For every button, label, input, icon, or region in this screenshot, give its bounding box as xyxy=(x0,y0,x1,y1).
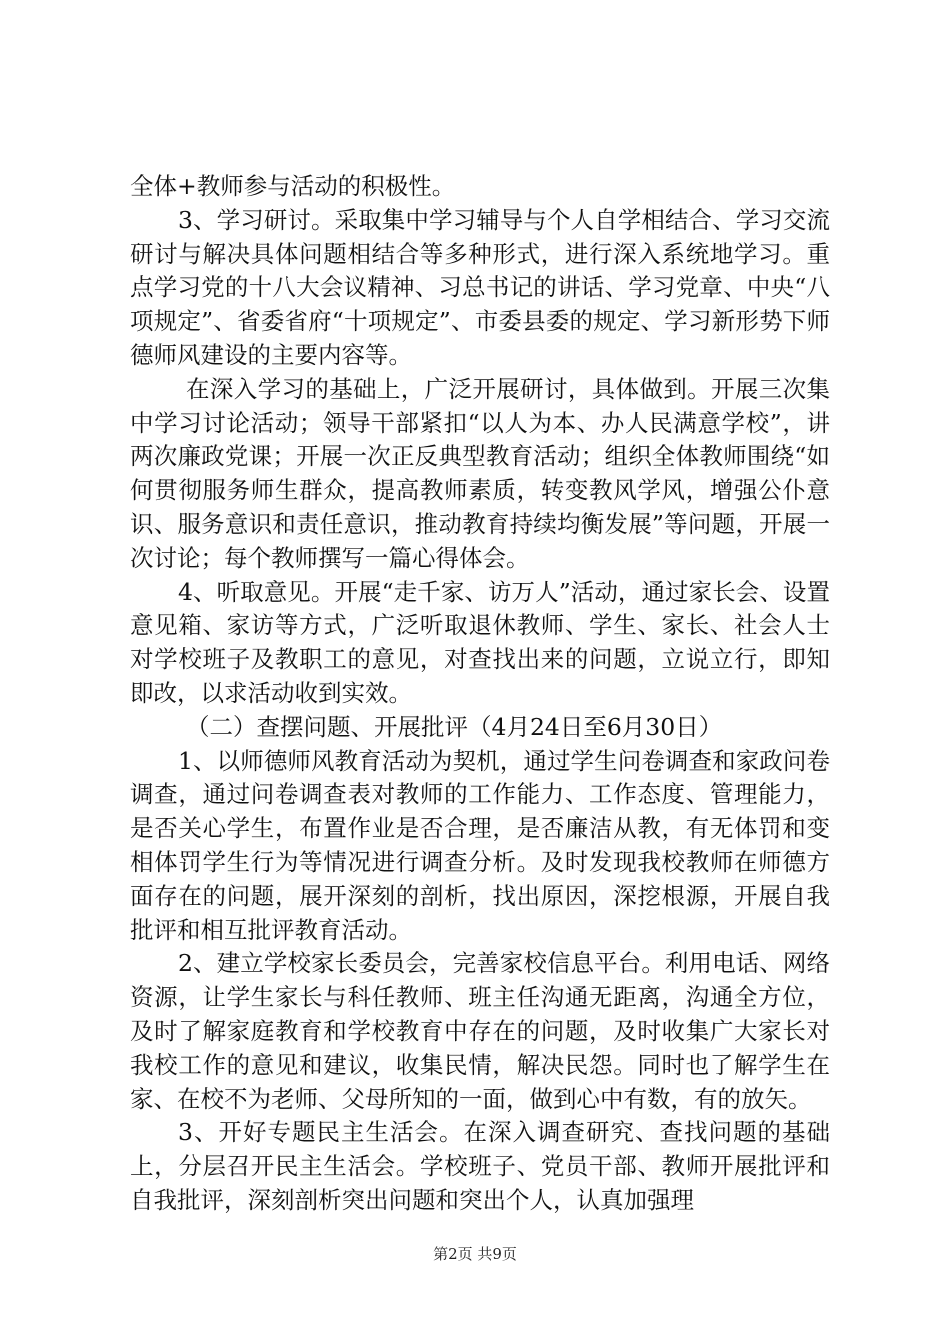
section-heading-criticism: （二）查摆问题、开展批评（4月24日至6月30日） xyxy=(186,712,723,741)
paragraph-parent-committee: 2、建立学校家长委员会，完善家校信息平台。利用电话、网络资源，让学生家长与科任教师、班主任沟通无距离，沟通全方位，及时了解家庭教育和学校教育中存在的问题，及时收集广大家长对我校工作的意见和建议，收集民情，解决民怨。同时也了解学生在家、在校不为老师、父母所知的一面，做到心中有数，有的放矢。 xyxy=(130,949,830,1113)
page-number-footer: 第2页 共9页 xyxy=(433,1245,517,1263)
paragraph-study-discussion: 3、学习研讨。采取集中学习辅导与个人自学相结合、学习交流研讨与解决具体问题相结合等多种形式，进行深入系统地学习。重点学习党的十八大会议精神、习总书记的讲话、学习党章、中央“八项规定”、省委省府“十项规定”、市委县委的规定、学习新形势下师德师风建设的主要内容等。 xyxy=(130,205,830,369)
document-body xyxy=(130,170,830,1218)
paragraph-discussion-details: 在深入学习的基础上，广泛开展研讨，具体做到。开展三次集中学习讨论活动；领导干部紧扣“以人为本、办人民满意学校”，讲两次廉政党课；开展一次正反典型教育活动；组织全体教师围绕“如何贯彻服务师生群众，提高教师素质，转变教风学风，增强公仆意识、服务意识和责任意识，推动教育持续均衡发展”等问题，开展一次讨论；每个教师撰写一篇心得体会。 xyxy=(130,374,830,572)
paragraph-democratic-meeting: 3、开好专题民主生活会。在深入调查研究、查找问题的基础上，分层召开民主生活会。学校班子、党员干部、教师开展批评和自我批评，深刻剖析突出问题和突出个人，认真加强理 xyxy=(130,1118,830,1214)
paragraph-questionnaire: 1、以师德师风教育活动为契机，通过学生问卷调查和家政问卷调查，通过问卷调查表对教师的工作能力、工作态度、管理能力，是否关心学生，布置作业是否合理，是否廉洁从教，有无体罚和变相体罚学生行为等情况进行调查分析。及时发现我校教师在师德方面存在的问题，展开深刻的剖析，找出原因，深挖根源，开展自我批评和相互批评教育活动。 xyxy=(130,746,830,944)
paragraph-continuation: 全体+教师参与活动的积极性。 xyxy=(130,172,456,200)
paragraph-listen-opinions: 4、听取意见。开展“走千家、访万人”活动，通过家长会、设置意见箱、家访等方式，广泛听取退休教师、学生、家长、社会人士对学校班子及教职工的意见，对查找出来的问题，立说立行，即知即改，以求活动收到实效。 xyxy=(130,577,830,707)
